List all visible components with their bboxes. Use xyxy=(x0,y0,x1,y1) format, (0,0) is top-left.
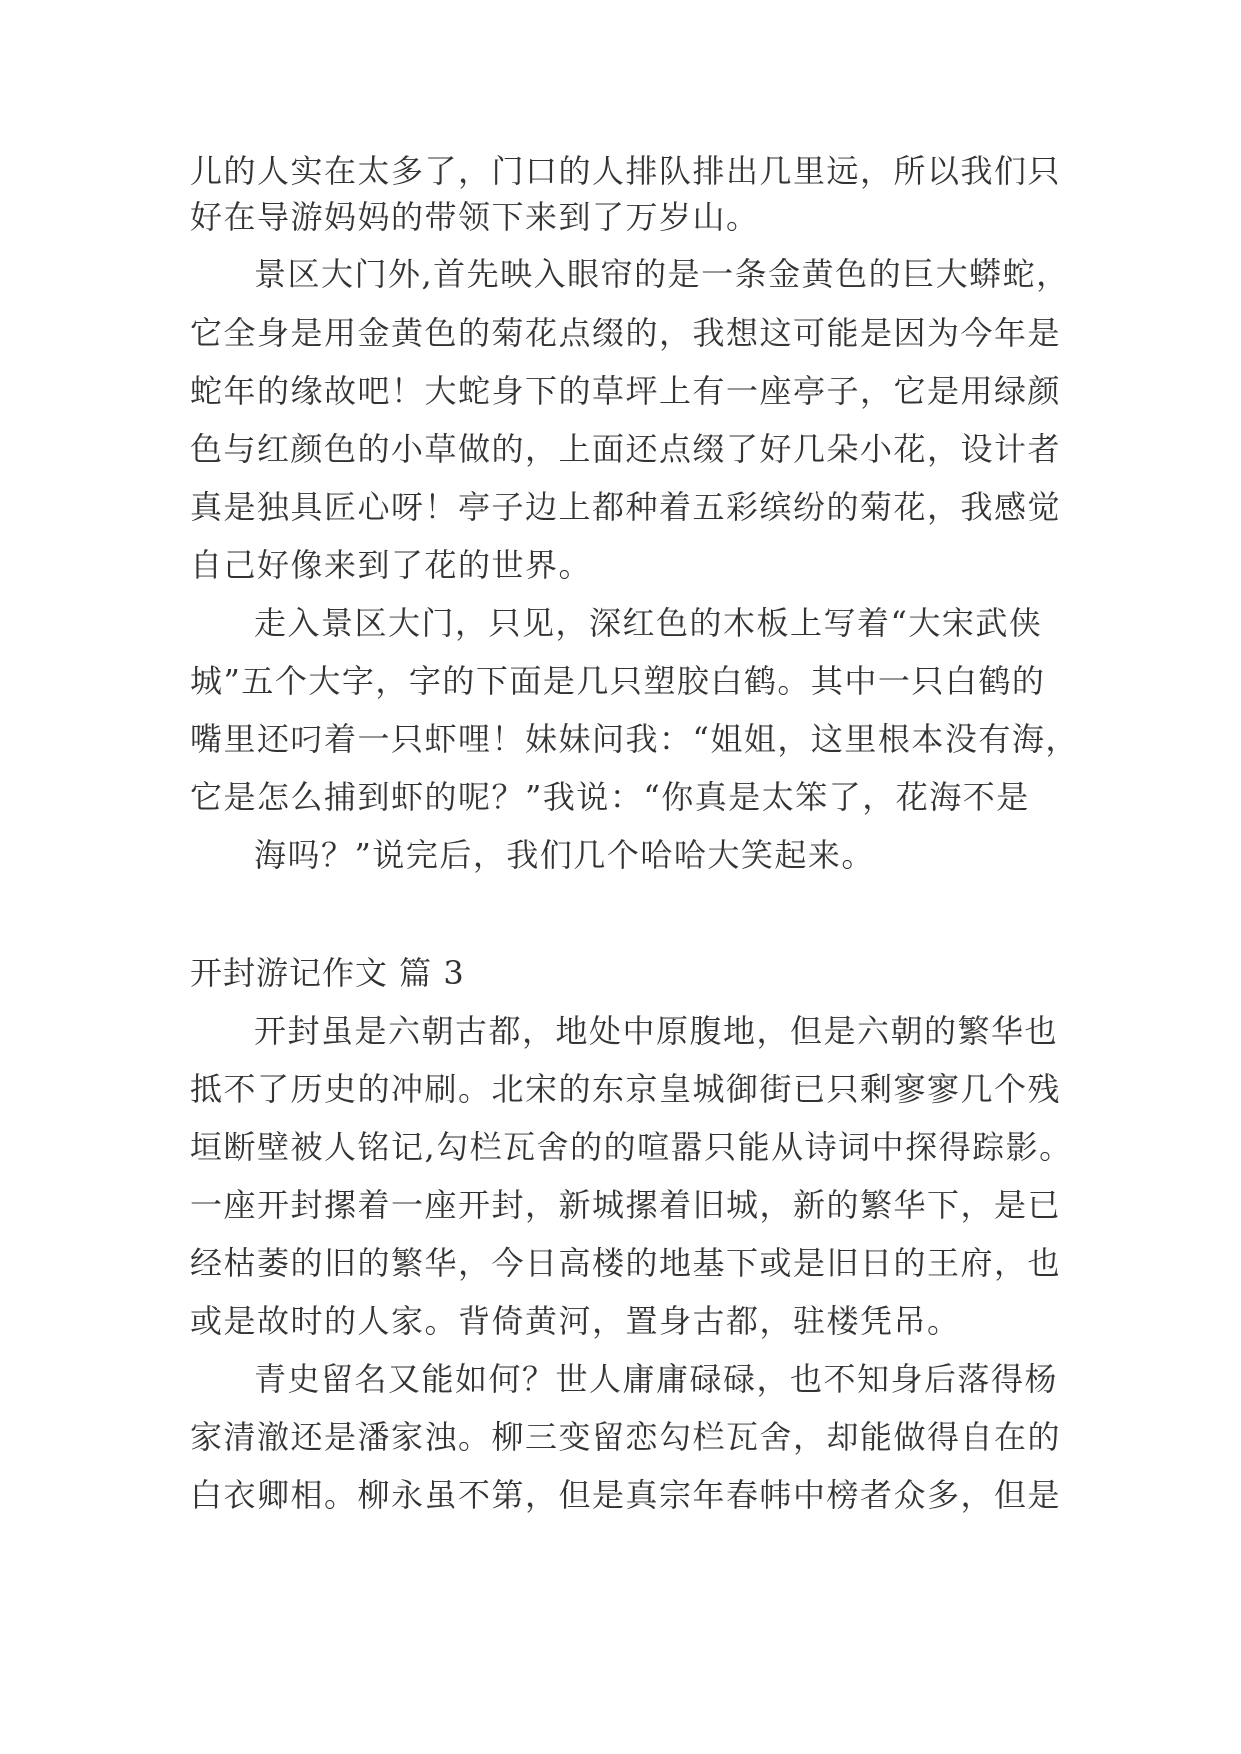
paragraph-start: 走入景区大门，只见，深红色的木板上写着“大宋武侠 xyxy=(254,604,1043,642)
text-line: 或是故时的人家。背倚黄河，置身古都，驻楼凭吊。 xyxy=(190,1302,961,1340)
text-line: 自己好像来到了花的世界。 xyxy=(190,546,593,584)
paragraph-start: 开封虽是六朝古都，地处中原腹地，但是六朝的繁华也 xyxy=(254,1012,1059,1050)
text-line: 好在导游妈妈的带领下来到了万岁山。 xyxy=(190,198,760,236)
text-line: 嘴里还叼着一只虾哩！妹妹问我：“姐姐，这里根本没有海， xyxy=(190,720,1079,758)
text-line: 抵不了历史的冲刷。北宋的东京皇城御街已只剩寥寥几个残 xyxy=(190,1070,1062,1108)
text-line: 经枯萎的旧的繁华，今日高楼的地基下或是旧日的王府，也 xyxy=(190,1244,1062,1282)
text-line: 白衣卿相。柳永虽不第，但是真宗年春帏中榜者众多，但是 xyxy=(190,1476,1062,1514)
text-line: 它是怎么捕到虾的呢？”我说：“你真是太笨了，花海不是 xyxy=(190,778,1030,816)
section-heading: 开封游记作文 篇 3 xyxy=(190,954,465,992)
text-line: 色与红颜色的小草做的，上面还点缀了好几朵小花，设计者 xyxy=(190,430,1062,468)
paragraph-start: 景区大门外,首先映入眼帘的是一条金黄色的巨大蟒蛇， xyxy=(254,255,1070,293)
text-line: 真是独具匠心呀！亭子边上都种着五彩缤纷的菊花，我感觉 xyxy=(190,488,1062,526)
text-line: 它全身是用金黄色的菊花点缀的，我想这可能是因为今年是 xyxy=(190,314,1062,352)
text-line: 垣断壁被人铭记,勾栏瓦舍的的喧嚣只能从诗词中探得踪影。 xyxy=(190,1128,1073,1166)
text-line: 蛇年的缘故吧！大蛇身下的草坪上有一座亭子，它是用绿颜 xyxy=(190,372,1062,410)
paragraph-start: 青史留名又能如何？世人庸庸碌碌，也不知身后落得杨 xyxy=(254,1360,1059,1398)
text-line: 儿的人实在太多了，门口的人排队排出几里远，所以我们只 xyxy=(190,152,1062,190)
text-line: 一座开封摞着一座开封，新城摞着旧城，新的繁华下，是已 xyxy=(190,1186,1062,1224)
text-line: 城”五个大字，字的下面是几只塑胶白鹤。其中一只白鹤的 xyxy=(190,662,1046,700)
text-line: 海吗？”说完后，我们几个哈哈大笑起来。 xyxy=(254,836,875,874)
text-line: 家清澈还是潘家浊。柳三变留恋勾栏瓦舍，却能做得自在的 xyxy=(190,1418,1062,1456)
